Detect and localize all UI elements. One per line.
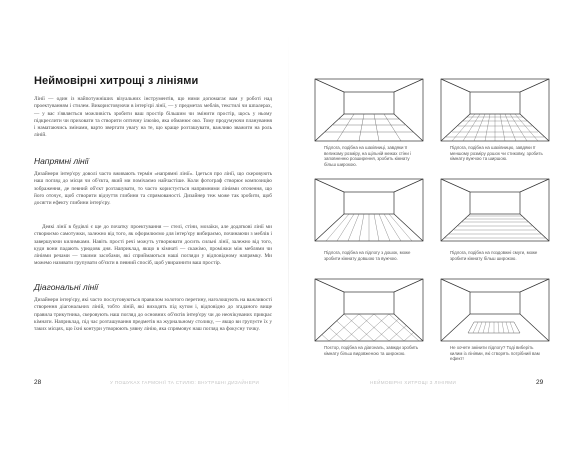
room-diagonal-floor-illustration <box>314 278 424 342</box>
caption-2: Підлога, подібна на шахівницю, завдяки її меншому розміру дошок чи стиковку, зробить кімнату вужчою та ширшою. <box>450 145 543 162</box>
page-number-right: 29 <box>536 379 544 386</box>
caption-4: Підлога, подібна на поздовжні смуги, може зробити кімнату більш широкою. <box>450 250 538 261</box>
right-page <box>290 0 580 451</box>
intro-paragraph: Лінії — один із найпотужніших візуальних інструментів, що ними допомагає вам у роботі над проектуванням і стилем. Використовуючи в інтер'єрі лінії, — у предметах меблів, текстилі чи шпалерах, — у вас з'являється можливість зробити ваш простір більшим чи змінити простір, щось у ньому підкреслити чи приховати та створити оптичну ілюзію, яка обманює око. Тому продумуючи планування і наматаючись змінами, варто звертати увагу на те, що краще розташувати, важливо зважити на роль ліній. <box>34 96 272 139</box>
room-checkerboard-large-illustration <box>314 78 424 142</box>
room-figure-1 <box>314 78 424 142</box>
room-figure-5 <box>314 278 424 342</box>
caption-1: Підлога, подібна на шахівниці, завдяки її великому розміру, на щільній межах стіни і заповненню розширення, зробить кімнату більш широкою. <box>324 145 411 167</box>
diagonal-lines-paragraph: Дизайнери інтер'єру, які часто послуговуються правилом золотого перетину, наголошують на важливості створення діагональних ліній, тобто ліній, які виходять під кутом і, відповідно до згаданого вище правила трикутника, скеровують наш погляд до основних об'єктів інтер'єру чи до неочікуваних прикрас кімнати. Наприклад, під час розташування предметів на журнальному столику, — якщо ви групуєте їх у таких місцях, що їхні контури утворюють уявну лінію, яка спрямовує наш погляд на фокусну точку. <box>34 297 272 332</box>
room-lengthwise-planks-illustration <box>314 178 424 242</box>
section-heading-diagonal-lines: Діагональні лінії <box>34 282 99 292</box>
room-figure-6 <box>440 278 550 342</box>
leading-lines-paragraph-2: Деякі лінії в будівлі є ще до початку проектування — стелі, стіни, мозаїки, але додаткові лінії ми створюємо самотужки, залежно від того, як оформлюємо для інтер'єру вибираємо, починаючи з меблів і завершуючи килимками. Навіть прості речі можуть утворювати досить сильні лінії, залежно від того, куди вони падають урюдовк дня. Наприклад, якщо в кімнаті — скажімо, проміжки між меблями чи лініями речами — такими засобами, які сприймаються наші погляди у відповідному напрямку. Ми можемо називати групувати об'єкти в певний спосіб, щоб увиразнити ваш простір. <box>34 224 272 267</box>
page-number-left: 28 <box>34 379 42 386</box>
room-figure-4 <box>440 178 550 242</box>
room-striped-rug-illustration <box>440 278 550 342</box>
running-head-right: НЕЙМОВІРНІ ХИТРОЩІ З ЛІНІЯМИ <box>370 380 457 385</box>
book-gutter <box>288 30 289 420</box>
room-horizontal-stripes-illustration <box>440 178 550 242</box>
leading-lines-paragraph-1: Дизайнери інтер'єру доволі часто вживають термін «напрямні лінії». Ідеться про лінії, що скеровують наш погляд до місця чи об'єкта, який ми помічаємо найчастіше. Коли фотограф створює композицію зображення, де певний об'єкт розташувати, то часто користується напрямними лініями оточення, що його оточує, щоб створити відчуття глибини та спрямованості. Дизайнер теж може так зробити, щоб досягти ефекту глибини інтер'єру. <box>34 171 272 206</box>
caption-3: Підлога, подібна на підлогу з дошок, може зробити кімнату довшою та вужчою. <box>324 250 411 261</box>
caption-6: Не хочете змінити підлогу? Тоді виберіть килим із лініями, які створять потрібний вам ефект! <box>450 345 540 362</box>
room-figure-3 <box>314 178 424 242</box>
chapter-title: Неймовірні хитрощі з лініями <box>34 75 199 87</box>
room-figure-2 <box>440 78 550 142</box>
section-heading-leading-lines: Напрямні лінії <box>34 156 89 166</box>
caption-5: Поєтор, подібна на діагональ, завжди зробить кімнату більш видовженою та широкою. <box>324 345 419 356</box>
room-checkerboard-small-illustration <box>440 78 550 142</box>
running-head-left: У ПОШУКАХ ГАРМОНІЇ ТА СТИЛЮ: ВНУТРІШНІ ДИЗАЙНЕРИ <box>110 380 260 385</box>
